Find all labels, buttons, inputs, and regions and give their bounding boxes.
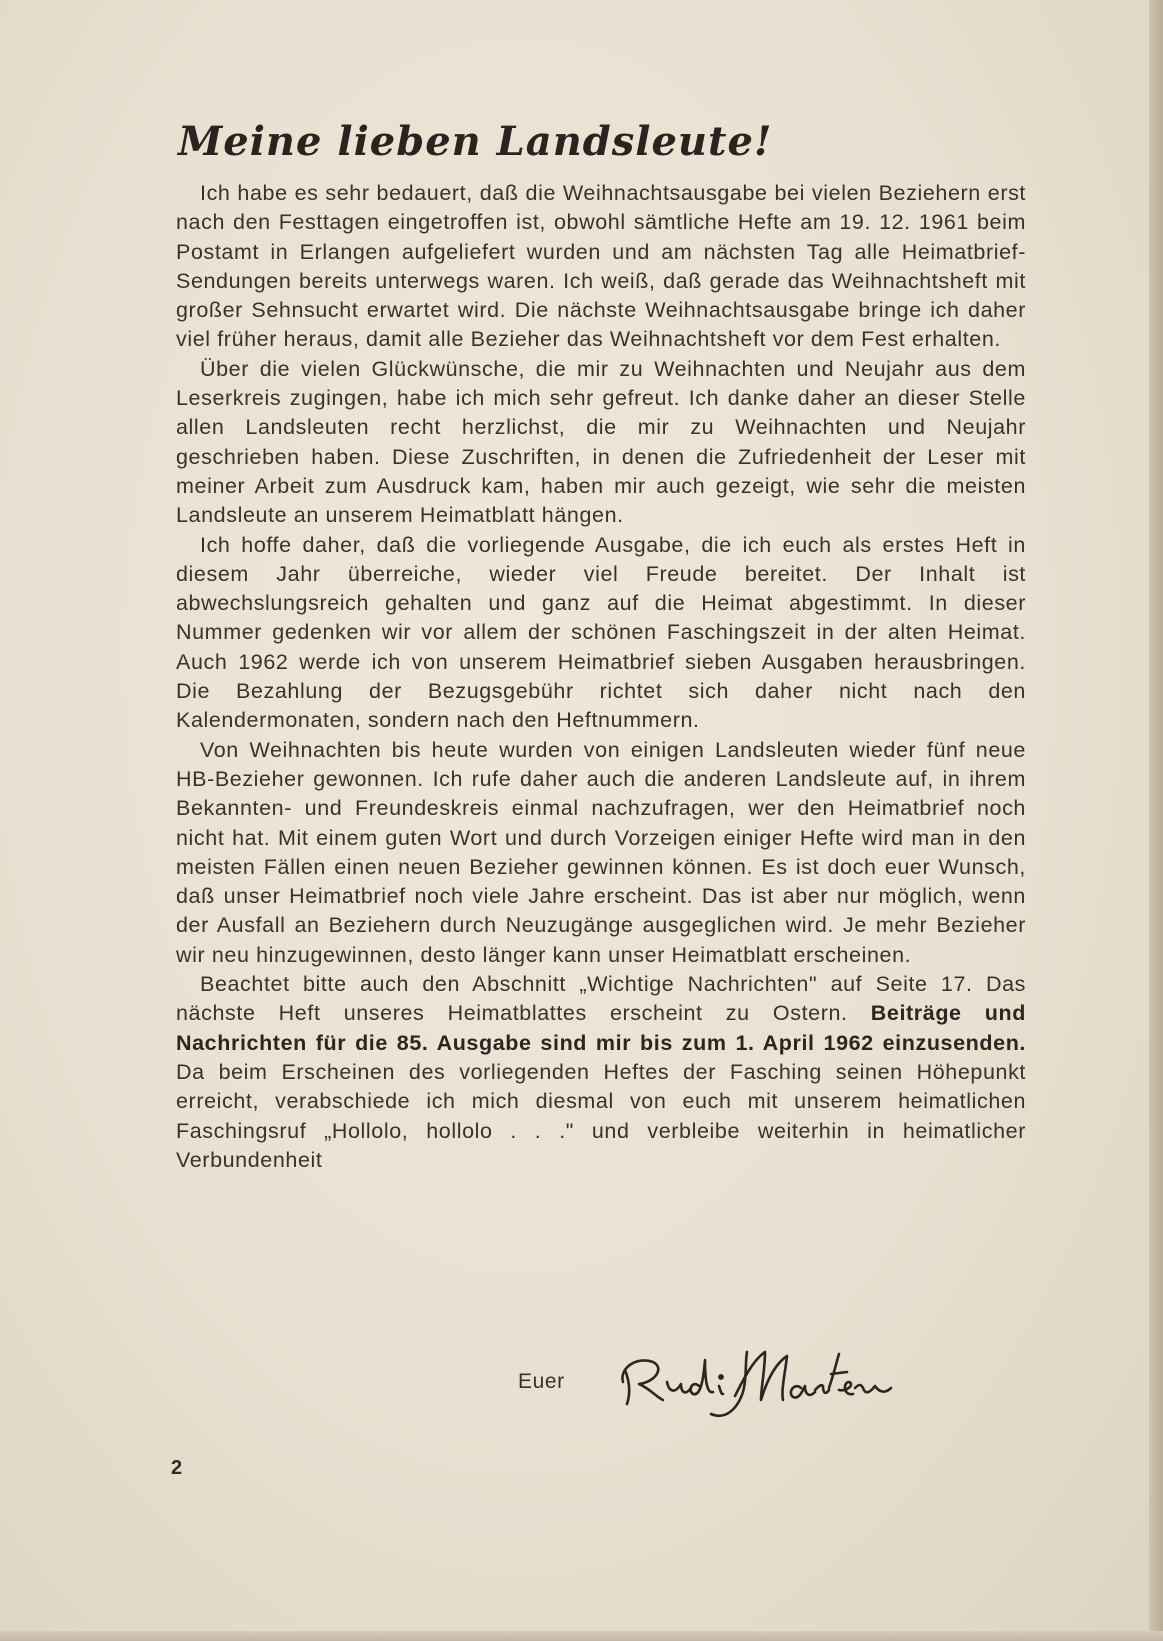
letter-heading: Meine lieben Landsleute! [178, 118, 773, 165]
paragraph-1: Ich habe es sehr bedauert, daß die Weihnachtsausgabe bei vielen Beziehern erst nach den Festtagen eingetroffen ist, obwohl sämtliche Hefte am 19. 12. 1961 beim Postamt in Erlangen aufgeliefert wurden und am nächsten Tag alle Heimatbrief-Sendungen bereits unterwegs waren. Ich weiß, daß gerade das Weihnachtsheft mit großer Sehnsucht erwartet wird. Die nächste Weihnachtsausgabe bringe ich daher viel früher heraus, damit alle Bezieher das Weihnachtsheft vor dem Fest erhalten. [176, 181, 1026, 352]
handwritten-signature [615, 1330, 895, 1440]
page-edge-bottom [0, 1631, 1163, 1641]
deadline-notice: Beiträge und Nachrichten für die 85. Ausgabe sind mir bis zum 1. April 1962 einzusenden. [176, 1001, 1026, 1055]
page-edge-right [1149, 0, 1163, 1641]
paragraph-2: Über die vielen Glückwünsche, die mir zu Weihnachten und Neujahr aus dem Leserkreis zugingen, habe ich mich sehr gefreut. Ich danke daher an dieser Stelle allen Landsleuten recht herzlichst, die mir zu Weihnachten und Neujahr geschrieben haben. Diese Zuschriften, in denen die Zufriedenheit der Leser mit meiner Arbeit zum Ausdruck kam, haben mir auch gezeigt, wie sehr die meisten Landsleute an unserem Heimatblatt hängen. [176, 356, 1026, 528]
letter-body [176, 179, 1026, 1175]
paragraph-3: Ich hoffe daher, daß die vorliegende Ausgabe, die ich euch als erstes Heft in diesem Jahr überreiche, wieder viel Freude bereitet. Der Inhalt ist abwechslungsreich gehalten und ganz auf die Heimat abgestimmt. In dieser Nummer gedenken wir vor allem der schönen Faschingszeit in der alten Heimat. Auch 1962 werde ich von unserem Heimatbrief sieben Ausgaben herausbringen. Die Bezahlung der Bezugsgebühr richtet sich daher nicht nach den Kalendermonaten, sondern nach den Heftnummern. [176, 532, 1026, 733]
paragraph-5-closing: Da beim Erscheinen des vorliegenden Heftes der Fasching seinen Höhepunkt erreicht, verabschiede ich mich diesmal von euch mit unserem heimatlichen Faschingsruf „Hollolo, hollolo . . ." und verbleibe weiterhin in heimatlicher Verbundenheit [176, 1059, 1026, 1172]
paragraph-5-intro: Beachtet bitte auch den Abschnitt „Wichtige Nachrichten" auf Seite 17. Das nächste Heft unseres Heimatblattes erscheint zu Ostern. [176, 972, 1026, 1026]
paragraph-4: Von Weihnachten bis heute wurden von einigen Landsleuten wieder fünf neue HB-Bezieher gewonnen. Ich rufe daher auch die anderen Landsleute auf, in ihrem Bekannten- und Freundeskreis einmal nachzufragen, wer den Heimatbrief noch nicht hat. Mit einem guten Wort und durch Vorzeigen einiger Hefte wird man in den meisten Fällen einen neuen Bezieher gewinnen können. Es ist doch euer Wunsch, daß unser Heimatbrief noch viele Jahre erscheint. Das ist aber nur möglich, wenn der Ausfall an Beziehern durch Neuzugänge ausgeglichen wird. Je mehr Bezieher wir neu hinzugewinnen, desto länger kann unser Heimatblatt erscheinen. [176, 737, 1026, 967]
paragraph-5 [176, 970, 1026, 1175]
closing-word: Euer [518, 1370, 565, 1393]
page-number: 2 [171, 1457, 183, 1479]
